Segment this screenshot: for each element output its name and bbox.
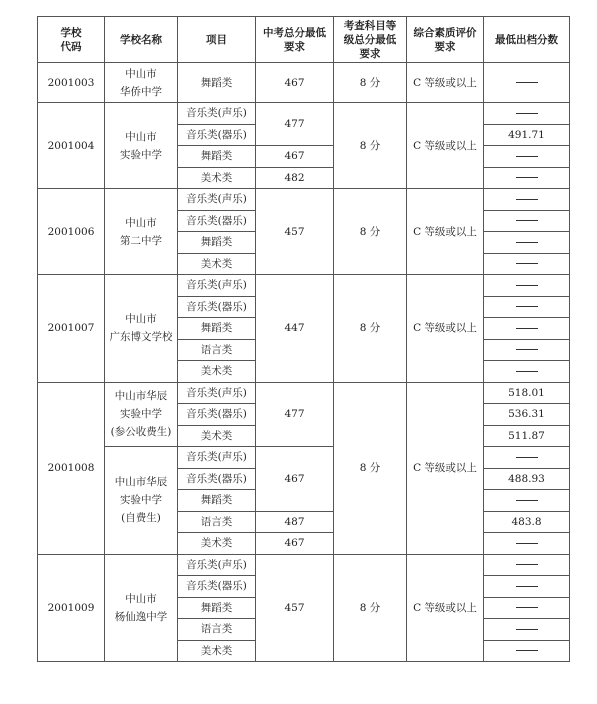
dash-mark [516, 242, 538, 243]
subject-grade-cell: 8 分 [334, 382, 407, 554]
header-total-score: 中考总分最低 要求 [256, 17, 334, 63]
dash-mark [516, 285, 538, 286]
school-name-cell: 中山市 实验中学 [105, 103, 178, 189]
min-score-cell [484, 318, 570, 340]
item-cell: 音乐类(器乐) [178, 124, 256, 146]
min-score-cell [484, 619, 570, 641]
quality-evaluation-cell: C 等级或以上 [407, 554, 484, 662]
total-score-cell: 477 [256, 382, 334, 447]
table-row [38, 447, 570, 469]
header-school-name: 学校名称 [105, 17, 178, 63]
school-name-cell: 中山市华辰 实验中学 (参公收费生) [105, 382, 178, 447]
quality-evaluation-cell: C 等级或以上 [407, 103, 484, 189]
school-code-cell: 2001004 [38, 103, 105, 189]
dash-mark [516, 113, 538, 114]
item-cell: 音乐类(声乐) [178, 447, 256, 469]
min-score-cell [484, 361, 570, 383]
dash-mark [516, 177, 538, 178]
item-cell: 舞蹈类 [178, 318, 256, 340]
school-name-cell: 中山市 第二中学 [105, 189, 178, 275]
dash-mark [516, 564, 538, 565]
item-cell: 音乐类(声乐) [178, 103, 256, 125]
subject-grade-cell: 8 分 [334, 554, 407, 662]
dash-mark [516, 199, 538, 200]
admission-score-table [37, 16, 570, 662]
min-score-cell [484, 576, 570, 598]
table-row [38, 189, 570, 211]
dash-mark [516, 349, 538, 350]
total-score-cell: 482 [256, 167, 334, 189]
school-code-cell: 2001009 [38, 554, 105, 662]
min-score-cell [484, 146, 570, 168]
item-cell: 舞蹈类 [178, 490, 256, 512]
quality-evaluation-cell: C 等级或以上 [407, 63, 484, 103]
min-score-cell [484, 554, 570, 576]
item-cell: 美术类 [178, 640, 256, 662]
school-code-cell: 2001008 [38, 382, 105, 554]
min-score-cell [484, 63, 570, 103]
quality-evaluation-cell: C 等级或以上 [407, 189, 484, 275]
total-score-cell: 447 [256, 275, 334, 383]
dash-mark [516, 586, 538, 587]
header-subject-grade: 考查科目等 级总分最低 要求 [334, 17, 407, 63]
dash-mark [516, 263, 538, 264]
school-name-cell: 中山市华辰 实验中学 (自费生) [105, 447, 178, 555]
dash-mark [516, 371, 538, 372]
admission-table-sheet [37, 16, 569, 662]
total-score-cell: 457 [256, 189, 334, 275]
item-cell: 舞蹈类 [178, 232, 256, 254]
item-cell: 语言类 [178, 619, 256, 641]
school-name-cell: 中山市 杨仙逸中学 [105, 554, 178, 662]
dash-mark [516, 220, 538, 221]
school-code-cell: 2001003 [38, 63, 105, 103]
item-cell: 音乐类(器乐) [178, 296, 256, 318]
item-cell: 美术类 [178, 253, 256, 275]
min-score-cell [484, 597, 570, 619]
total-score-cell: 457 [256, 554, 334, 662]
item-cell: 音乐类(声乐) [178, 275, 256, 297]
item-cell: 美术类 [178, 167, 256, 189]
table-row [38, 382, 570, 404]
quality-evaluation-cell: C 等级或以上 [407, 382, 484, 554]
item-cell: 语言类 [178, 339, 256, 361]
min-score-cell [484, 490, 570, 512]
school-code-cell: 2001006 [38, 189, 105, 275]
table-body [38, 63, 570, 662]
min-score-cell [484, 253, 570, 275]
item-cell: 音乐类(器乐) [178, 210, 256, 232]
min-score-cell [484, 533, 570, 555]
quality-evaluation-cell: C 等级或以上 [407, 275, 484, 383]
item-cell: 音乐类(声乐) [178, 189, 256, 211]
subject-grade-cell: 8 分 [334, 103, 407, 189]
school-name-cell: 中山市 华侨中学 [105, 63, 178, 103]
dash-mark [516, 82, 538, 83]
dash-mark [516, 650, 538, 651]
item-cell: 舞蹈类 [178, 146, 256, 168]
header-quality-evaluation: 综合素质评价 要求 [407, 17, 484, 63]
item-cell: 音乐类(声乐) [178, 554, 256, 576]
total-score-cell: 477 [256, 103, 334, 146]
item-cell: 音乐类(器乐) [178, 576, 256, 598]
table-row [38, 275, 570, 297]
min-score-cell [484, 339, 570, 361]
dash-mark [516, 500, 538, 501]
dash-mark [516, 457, 538, 458]
table-row [38, 554, 570, 576]
total-score-cell: 467 [256, 146, 334, 168]
item-cell: 音乐类(器乐) [178, 404, 256, 426]
dash-mark [516, 306, 538, 307]
subject-grade-cell: 8 分 [334, 189, 407, 275]
min-score-cell: 536.31 [484, 404, 570, 426]
item-cell: 舞蹈类 [178, 63, 256, 103]
total-score-cell: 467 [256, 447, 334, 512]
school-code-cell: 2001007 [38, 275, 105, 383]
subject-grade-cell: 8 分 [334, 275, 407, 383]
min-score-cell: 488.93 [484, 468, 570, 490]
total-score-cell: 467 [256, 533, 334, 555]
min-score-cell: 483.8 [484, 511, 570, 533]
dash-mark [516, 156, 538, 157]
min-score-cell [484, 167, 570, 189]
subject-grade-cell: 8 分 [334, 63, 407, 103]
school-name-cell: 中山市 广东博文学校 [105, 275, 178, 383]
min-score-cell [484, 189, 570, 211]
table-row [38, 103, 570, 125]
item-cell: 语言类 [178, 511, 256, 533]
item-cell: 舞蹈类 [178, 597, 256, 619]
header-row [38, 17, 570, 63]
item-cell: 美术类 [178, 361, 256, 383]
min-score-cell [484, 232, 570, 254]
total-score-cell: 467 [256, 63, 334, 103]
min-score-cell [484, 296, 570, 318]
min-score-cell [484, 447, 570, 469]
dash-mark [516, 328, 538, 329]
min-score-cell: 518.01 [484, 382, 570, 404]
header-item: 项目 [178, 17, 256, 63]
item-cell: 音乐类(声乐) [178, 382, 256, 404]
min-score-cell [484, 640, 570, 662]
header-min-score: 最低出档分数 [484, 17, 570, 63]
min-score-cell [484, 275, 570, 297]
item-cell: 美术类 [178, 533, 256, 555]
dash-mark [516, 629, 538, 630]
dash-mark [516, 543, 538, 544]
table-row [38, 63, 570, 103]
min-score-cell: 491.71 [484, 124, 570, 146]
min-score-cell [484, 103, 570, 125]
dash-mark [516, 607, 538, 608]
min-score-cell: 511.87 [484, 425, 570, 447]
header-school-code: 学校 代码 [38, 17, 105, 63]
min-score-cell [484, 210, 570, 232]
total-score-cell: 487 [256, 511, 334, 533]
item-cell: 美术类 [178, 425, 256, 447]
item-cell: 音乐类(器乐) [178, 468, 256, 490]
